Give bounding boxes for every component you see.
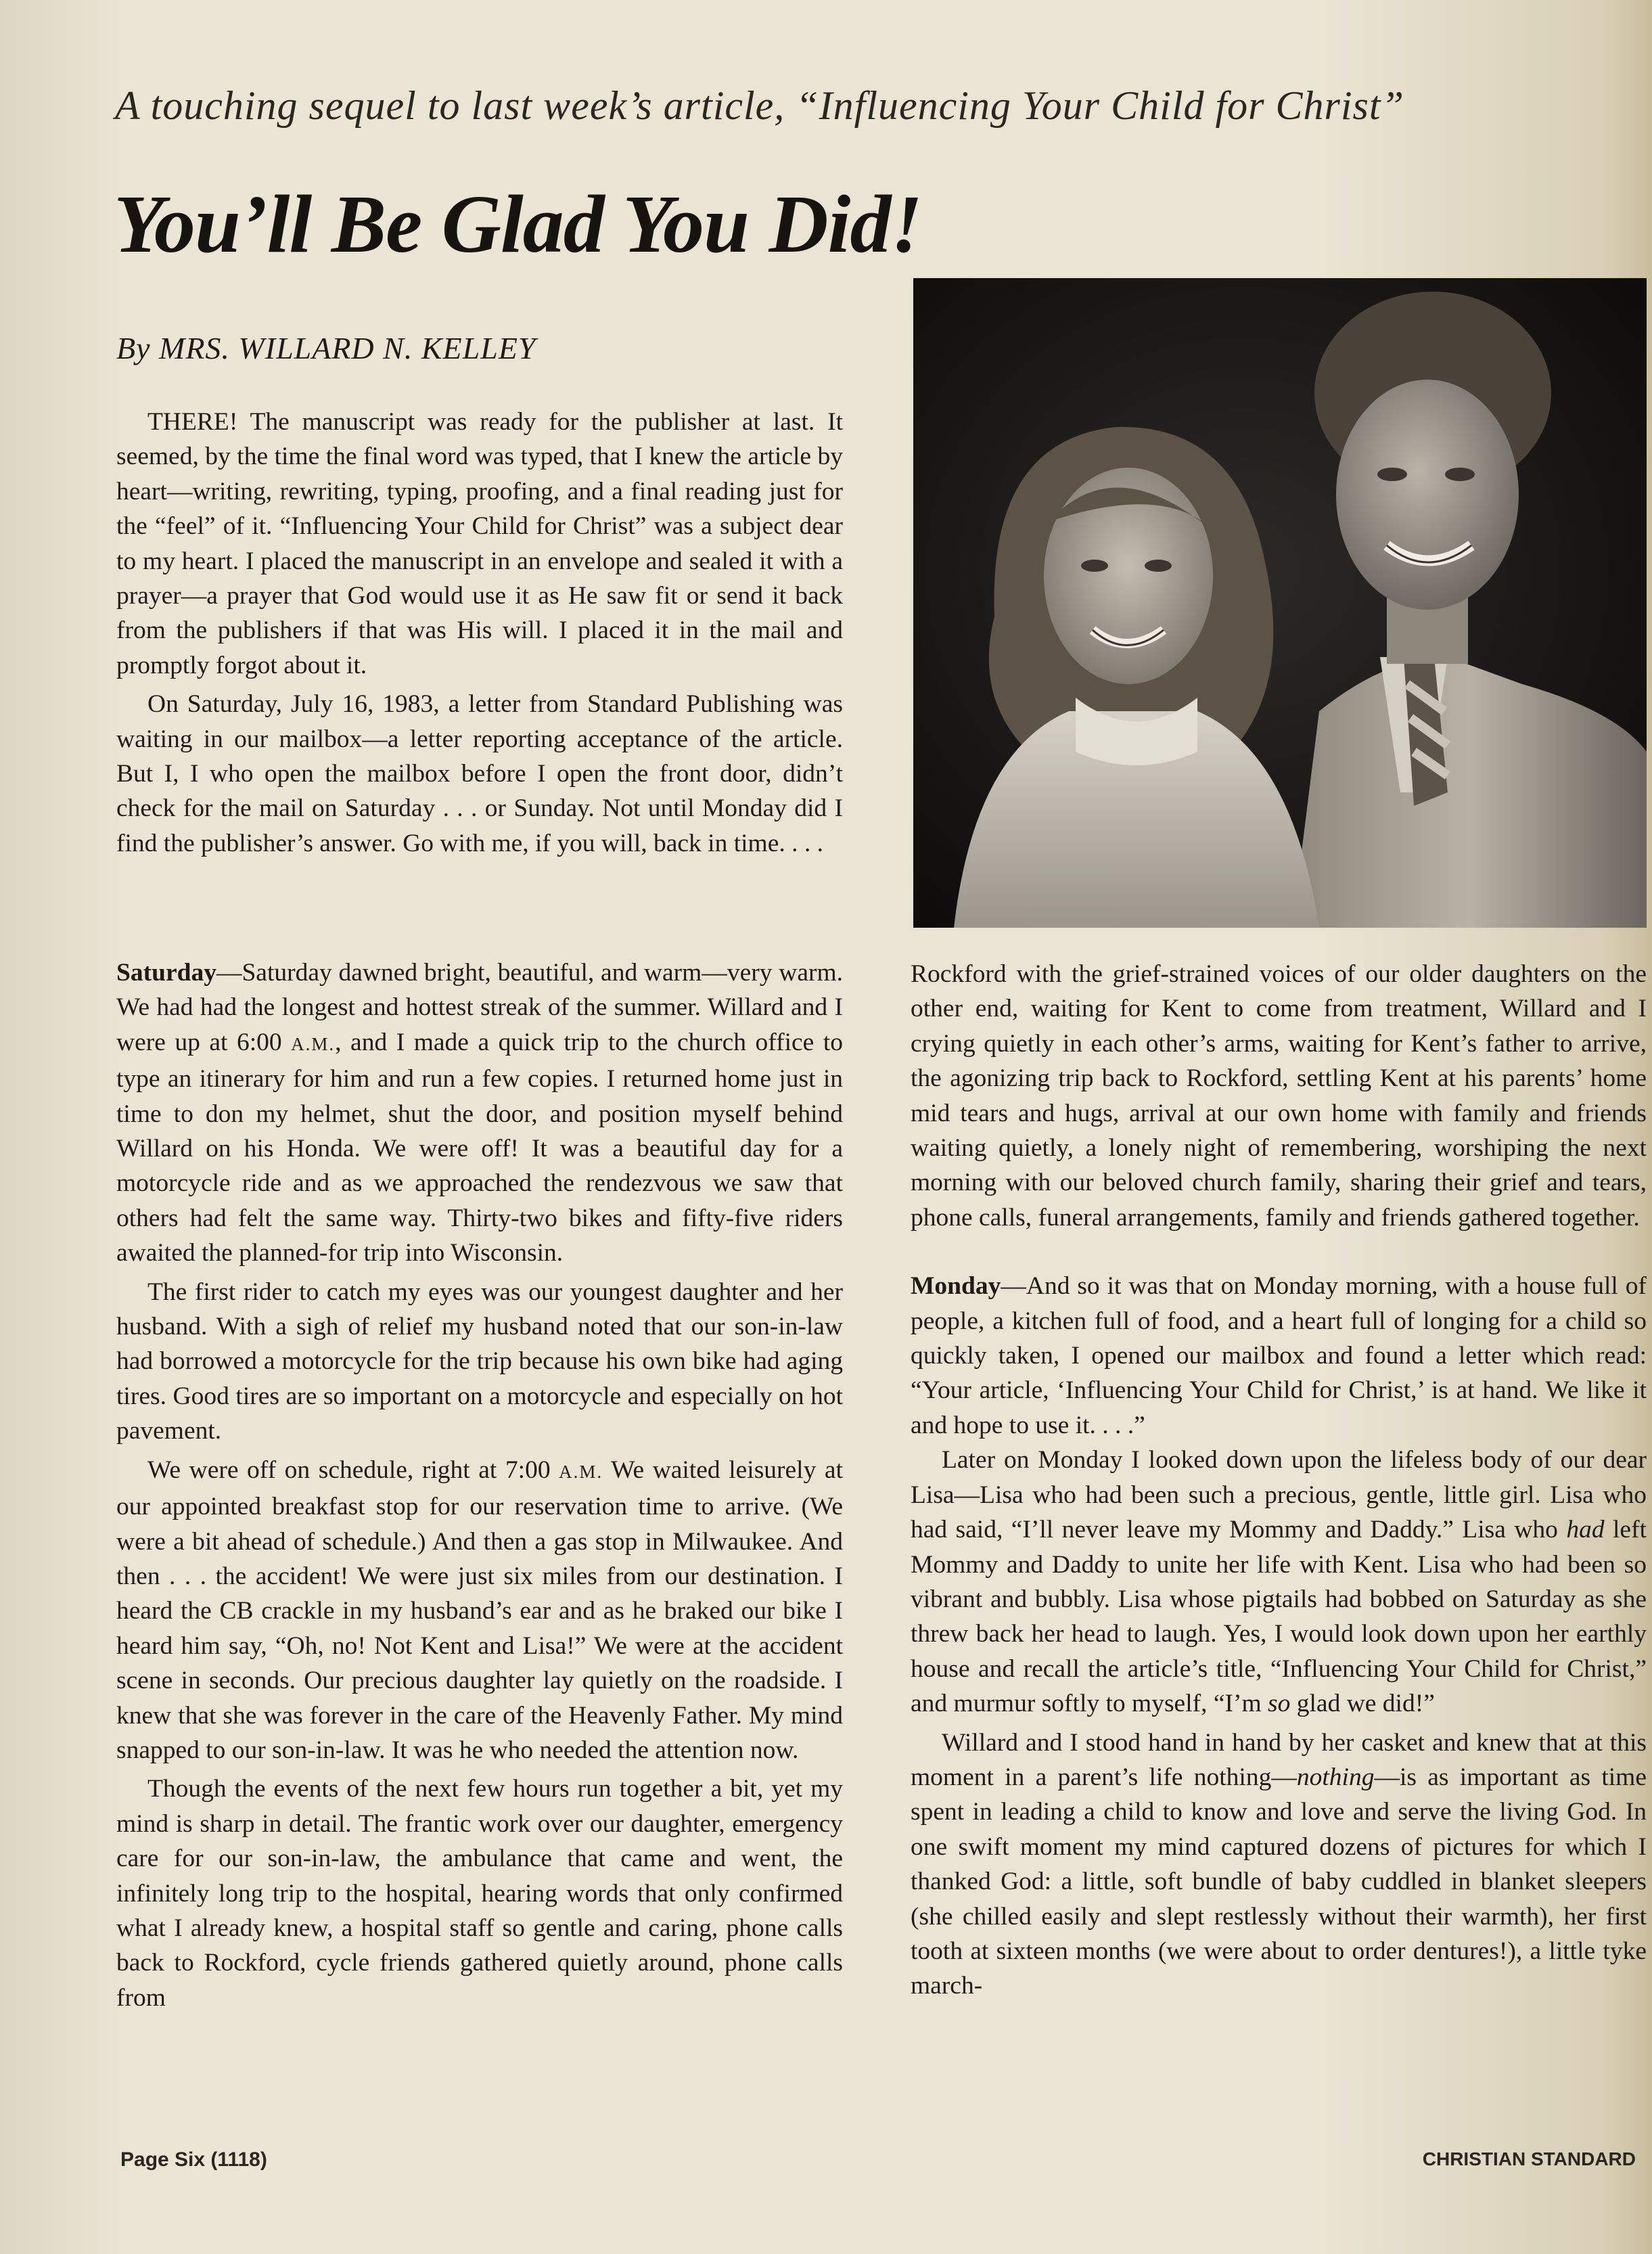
monday-heading: Monday (911, 1272, 1001, 1301)
couple-photo (913, 278, 1647, 928)
paragraph-saturday: Saturday—Saturday dawned bright, beautiful, and warm—very warm. We had had the longest and hottest streak of the summer. Willard and I were up at 6:00 A.M., and I made a quick trip to the church office to type an itinerary for him and run a few copies. I returned home just in time to don my helmet, shut the door, and position myself behind Willard on his Honda. We were off! It was a beautiful day for a motorcycle ride and as we approached the rendezvous we saw that others had felt the same way. Thirty-two bikes and fifty-five riders awaited the planned-for trip into Wisconsin. (116, 959, 843, 1267)
paragraph-monday: Monday—And so it was that on Monday morning, with a house full of people, a kitchen full of food, and a heart full of longing for a child so quickly taken, I opened our mailbox and found a letter which read: “Your article, ‘Influencing Your Child for Christ,’ is at hand. We like it and hope to use it. . . .” (911, 1272, 1647, 1439)
article-title: You’ll Be Glad You Did! (114, 179, 922, 270)
couple-photo-illustration (913, 278, 1647, 928)
article-byline: By MRS. WILLARD N. KELLEY (116, 331, 536, 365)
paragraph-events: Though the events of the next few hours run together a bit, yet my mind is sharp in detail. The frantic work over our daughter, emergency care for our son-in-law, the ambulance that came and went, the infinitely long trip to the hospital, hearing words that only confirmed what I already knew, a hospital staff so gentle and caring, phone calls back to Rockford, cycle friends gathered quietly around, phone calls from (116, 1775, 843, 2012)
page-number: Page Six (1118) (120, 2148, 267, 2171)
paragraph-lisa: Later on Monday I looked down upon the lifeless body of our dear Lisa—Lisa who had been such a precious, gentle, little girl. Lisa who had said, “I’ll never leave my Mommy and Daddy.” Lisa who had left Mommy and Daddy to unite her life with Kent. Lisa who had been so vibrant and bubbly. Lisa whose pigtails had bobbed on Saturday as she threw back her head to laugh. Yes, I would look down upon her earthly house and recall the article’s title, “Influencing Your Child for Christ,” and murmur softly to myself, “I’m so glad we did!” (911, 1446, 1647, 1718)
publication-name: CHRISTIAN STANDARD (1422, 2148, 1636, 2169)
right-column (911, 957, 1647, 2004)
left-column-bottom (116, 955, 843, 2015)
paragraph-rockford: Rockford with the grief-strained voices of our older daughters on the other end, waiting for Kent to come from treatment, Willard and I crying quietly in each other’s arms, waiting for Kent’s father to arrive, the agonizing trip back to Rockford, settling Kent at his parents’ home mid tears and hugs, arrival at our own home with family and friends waiting quietly, a lonely night of remembering, worshiping the next morning with our beloved church family, sharing their grief and tears, phone calls, funeral arrangements, family and friends gathered together. (911, 960, 1647, 1232)
saturday-heading: Saturday (116, 959, 216, 987)
paragraph-accident: We were off on schedule, right at 7:00 A.M. We waited leisurely at our appointed breakfast stop for our reservation time to arrive. (We were a bit ahead of schedule.) And then a gas stop in Milwaukee. And then . . . the accident! We were just six miles from our destination. I heard the CB crackle in my husband’s ear and as he braked our bike I heard him say, “Oh, no! Not Kent and Lisa!” We were at the accident scene in seconds. Our precious daughter lay quietly on the roadside. I knew that she was forever in the care of the Heavenly Father. My mind snapped to our son-in-law. It was he who needed the attention now. (116, 1456, 843, 1764)
paragraph-intro: THERE! The manuscript was ready for the publisher at last. It seemed, by the time the final word was typed, that I knew the article by heart—writing, rewriting, typing, proofing, and a final reading just for the “feel” of it. “Influencing Your Child for Christ” was a subject dear to my heart. I placed the manuscript in an envelope and sealed it with a prayer—a prayer that God would use it as He saw fit or send it back from the publishers if that was His will. I placed it in the mail and promptly forgot about it. (116, 408, 843, 679)
paragraph-casket: Willard and I stood hand in hand by her casket and knew that at this moment in a parent’s life nothing—nothing—is as important as time spent in leading a child to know and love and serve the living God. In one swift moment my mind captured dozens of pictures for which I thanked God: a little, soft bundle of baby cuddled in blanket sleepers (she chilled easily and slept restlessly without their warmth), her first tooth at sixteen months (we were about to order dentures!), a little tyke march- (911, 1728, 1647, 2000)
paragraph-letter: On Saturday, July 16, 1983, a letter from Standard Publishing was waiting in our mailbox—a letter reporting acceptance of the article. But I, I who open the mailbox before I open the front door, didn’t check for the mail on Saturday . . . or Sunday. Not until Monday did I find the publisher’s answer. Go with me, if you will, back in time. . . . (116, 690, 843, 857)
article-kicker: A touching sequel to last week’s article, “Influencing Your Child for Christ” (115, 83, 1404, 128)
left-column-top (116, 405, 843, 861)
paragraph-first-rider: The first rider to catch my eyes was our youngest daughter and her husband. With a sigh of relief my husband noted that our son-in-law had borrowed a motorcycle for the trip because his own bike had aging tires. Good tires are so important on a motorcycle and especially on hot pavement. (116, 1278, 843, 1445)
